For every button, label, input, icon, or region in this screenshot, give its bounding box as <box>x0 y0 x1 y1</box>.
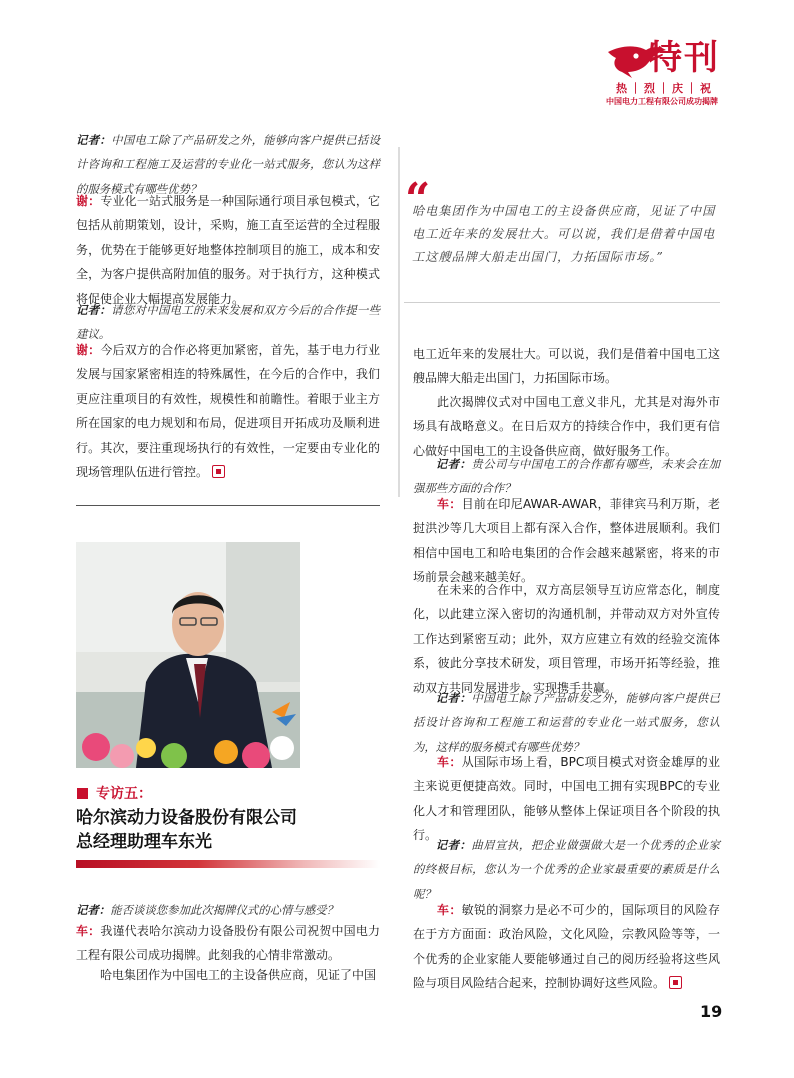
heading-underline-bar <box>76 860 380 868</box>
reporter-label: 记者： <box>76 303 112 317</box>
question-text: 中国电工除了产品研发之外，能够向客户提供已括设计咨询和工程施工及运营的专业化一站式服务，您认为这样的服务模式有哪些优势？ <box>76 133 380 196</box>
question-paragraph <box>413 833 720 906</box>
answer-text: 今后双方的合作必将更加紧密，首先，基于电力行业发展与国家紧密相连的特殊属性，在今后的合作中，我们更应注重项目的有效性，规模性和前瞻性。着眼于业主方所在国家的电力规划和布局，促进项目开拓成功及顺利进行。其次，要注重现场执行的有效性，一定要由专业化的现场管理队伍进行管控。 <box>76 343 380 480</box>
answer-text: 专业化一站式服务是一种国际通行项目承包模式，它包括从前期策划，设计，采购，施工直至运营的全过程服务，优势在于能够更好地整体控制项目的施工，成本和安全，为客户提供高附加值的服务。对于执行方，这种模式将促使企业大幅提高发展能力。 <box>76 194 380 306</box>
page-number: 19 <box>700 1002 723 1021</box>
body-paragraph: 哈电集团作为中国电工的主设备供应商，见证了中国 <box>100 968 377 982</box>
answer-paragraph <box>76 189 380 311</box>
answer-text: 从国际市场上看，BPC项目模式对资金雄厚的业主来说更便捷高效。同时，中国电工拥有实现BPC的专业化人才和管理团队，能够从整体上保证项目各个阶段的执行。 <box>413 755 720 843</box>
reporter-label: 记者： <box>435 691 472 705</box>
reporter-label: 记者： <box>435 457 472 471</box>
column-rule <box>398 147 400 497</box>
question-text: 贵公司与中国电工的合作都有哪些，未来会在加强那些方面的合作？ <box>413 457 720 496</box>
answer-paragraph <box>413 898 720 996</box>
question-paragraph <box>413 686 720 759</box>
body-paragraph: 电工近年来的发展壮大。可以说，我们是借着中国电工这艘品牌大船走出国门，力拓国际市场。 <box>413 347 720 386</box>
interviewee-label: 车： <box>76 924 101 938</box>
body-paragraph: 在未来的合作中，双方高层领导互访应常态化，制度化，以此建立深入密切的沟通机制，并带动双方对外宣传工作达到紧密互动；此外，双方应建立有效的经验交流体系，彼此分享技术研发，项目管理，市场开拓等经验，推动双方共同发展进步，实现携手共赢。 <box>413 583 720 695</box>
quote-divider <box>404 302 720 303</box>
feature-label: 专访五： <box>96 786 152 802</box>
end-mark-icon <box>669 976 682 989</box>
answer-text: 我谨代表哈尔滨动力设备股份有限公司祝贺中国电力工程有限公司成功揭牌。此刻我的心情非常激动。 <box>76 924 380 963</box>
interviewee-label: 车： <box>437 903 462 917</box>
question-text: 能否谈谈您参加此次揭牌仪式的心情与感受？ <box>110 903 339 917</box>
answer-paragraph <box>76 338 380 484</box>
interviewee-label: 车： <box>437 755 462 769</box>
interviewee-photo <box>76 542 300 768</box>
magazine-subtitle: 热｜烈｜庆｜祝 <box>616 82 714 95</box>
interviewee-label: 车： <box>437 497 462 511</box>
body-paragraph: 此次揭牌仪式对中国电工意义非凡，尤其是对海外市场具有战略意义。在日后双方的持续合作中，我们更有信心做好中国电工的主设备供应商，做好服务工作。 <box>413 395 720 458</box>
interviewee-label: 谢： <box>76 343 101 357</box>
question-text: 曲眉宣执，把企业做强做大是一个优秀的企业家的终极目标，您认为一个优秀的企业家最重要的素质是什么呢？ <box>413 838 720 901</box>
question-text: 请您对中国电工的未来发展和双方今后的合作提一些建议。 <box>76 303 380 342</box>
answer-text: 目前在印尼AWAR-AWAR，菲律宾马利万斯，老挝洪沙等几大项目上都有深入合作，整体进展顺利。我们相信中国电工和哈电集团的合作会越来越紧密，将来的市场前景会越来越美好。 <box>413 497 720 585</box>
question-text: 中国电工除了产品研发之外，能够向客户提供已括设计咨询和工程施工和运营的专业化一站式服务，您认为，这样的服务模式有哪些优势？ <box>413 691 720 754</box>
reporter-label: 记者： <box>76 133 112 147</box>
reporter-label: 记者： <box>76 903 111 917</box>
end-mark-icon <box>212 465 225 478</box>
answer-paragraph <box>413 492 720 590</box>
interviewee-label: 谢： <box>76 194 101 208</box>
interviewee-name: 总经理助理车东光 <box>76 832 212 852</box>
company-name: 哈尔滨动力设备股份有限公司 <box>76 808 297 828</box>
answer-paragraph <box>76 919 380 968</box>
reporter-label: 记者： <box>435 838 472 852</box>
quote-mark: “ <box>405 174 431 225</box>
feature-marker <box>77 788 88 799</box>
magazine-org-line: 中国电力工程有限公司成功揭牌 <box>606 97 718 106</box>
pull-quote: 哈电集团作为中国电工的主设备供应商，见证了中国电工近年来的发展壮大。可以说，我们是借着中国电工这艘品牌大船走出国门，力拓国际市场。” <box>412 204 716 264</box>
magazine-title: 特刊 <box>648 38 720 78</box>
answer-text: 敏锐的洞察力是必不可少的，国际项目的风险存在于方方面面：政治风险，文化风险，宗教风险等等，一个优秀的企业家能人要能够通过自己的阅历经验将这些风险与项目风险结合起来，控制协调好这些风险。 <box>413 903 720 991</box>
section-divider <box>76 505 380 506</box>
